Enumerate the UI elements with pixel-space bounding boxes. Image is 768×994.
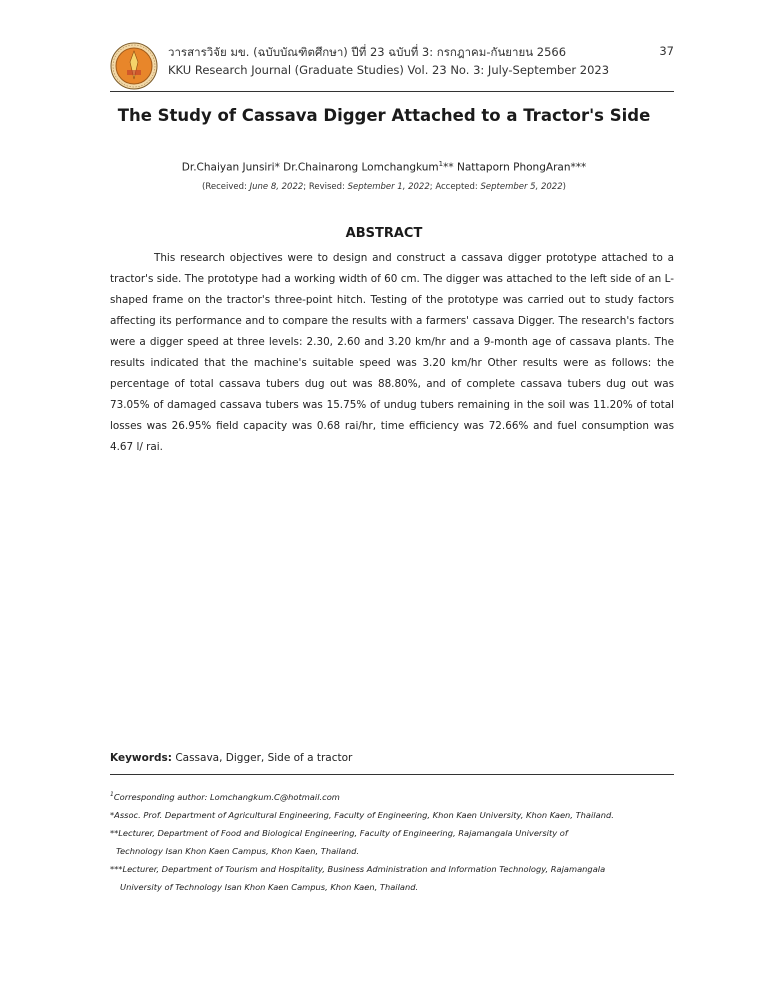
footnote-affiliation-3: ***Lecturer, Department of Tourism and Hospitality, Business Administration and Information Technology, Rajamangala: [110, 863, 606, 874]
page-number: 37: [659, 44, 674, 58]
abstract-heading: ABSTRACT: [345, 226, 423, 241]
footnote-affiliation-3-cont: University of Technology Isan Khon Kaen Campus, Khon Kaen, Thailand.: [120, 881, 419, 892]
header-divider: [110, 91, 674, 92]
footnote-superscript: 1: [110, 791, 114, 798]
footnote-affiliation-1: *Assoc. Prof. Department of Agricultural Engineering, Faculty of Engineering, Khon Kaen University, Khon Kaen, Thailand.: [110, 809, 614, 820]
dates-close: ): [562, 182, 566, 192]
accepted-date: September 5, 2022: [480, 182, 563, 192]
authors-part-2: ** Nattaporn PhongAran***: [443, 161, 587, 174]
author-superscript: 1: [438, 160, 444, 168]
keywords: [110, 752, 352, 764]
journal-header: [110, 42, 674, 90]
authors-part-1: Dr.Chaiyan Junsiri* Dr.Chainarong Lomchangkum: [181, 161, 439, 174]
journal-title-english: KKU Research Journal (Graduate Studies) Vol. 23 No. 3: July-September 2023: [168, 63, 610, 77]
footnote-corresponding: [110, 786, 680, 806]
footnote-affiliation-2-cont: Technology Isan Khon Kaen Campus, Khon Kaen, Thailand.: [116, 845, 360, 856]
revised-label: ; Revised:: [303, 182, 348, 192]
footnote-divider: [110, 774, 674, 775]
author-list: [0, 160, 768, 174]
university-seal-icon: [110, 42, 158, 90]
article-title: The Study of Cassava Digger Attached to a Tractor's Side: [117, 106, 651, 125]
footnote-affiliation-2: **Lecturer, Department of Food and Biological Engineering, Faculty of Engineering, Rajamangala University of: [110, 827, 568, 838]
keywords-list: Cassava, Digger, Side of a tractor: [171, 752, 353, 764]
journal-title-thai: วารสารวิจัย มข. (ฉบับบัณฑิตศึกษา) ปีที่ 23 ฉบับที่ 3: กรกฎาคม-กันยายน 2566: [168, 45, 567, 59]
keywords-label: Keywords:: [110, 752, 172, 764]
submission-dates: [0, 182, 768, 192]
received-label: (Received:: [202, 182, 250, 192]
accepted-label: ; Accepted:: [429, 182, 481, 192]
corresponding-author: Corresponding author: Lomchangkum.C@hotmail.com: [113, 791, 340, 802]
revised-date: September 1, 2022: [347, 182, 430, 192]
footnotes: [110, 786, 680, 896]
received-date: June 8, 2022: [249, 182, 304, 192]
abstract-body: This research objectives were to design and construct a cassava digger prototype attached to a tractor's side. The prototype had a working width of 60 cm. The digger was attached to the left side of an L-shaped frame on the tractor's three-point hitch. Testing of the prototype was carried out to study factors affecting its performance and to compare the results with a farmers' cassava Digger. The research's factors were a digger speed at three levels: 2.30, 2.60 and 3.20 km/hr and a 9-month age of cassava plants. The results indicated that the machine's suitable speed was 3.20 km/hr Other results were as follows: the percentage of total cassava tubers dug out was 88.80%, and of complete cassava tubers dug out was 73.05% of damaged cassava tubers was 15.75% of undug tubers remaining in the soil was 11.20% of total losses was 26.95% field capacity was 0.68 rai/hr, time efficiency was 72.66% and fuel consumption was 4.67 l/ rai.: [110, 252, 674, 453]
